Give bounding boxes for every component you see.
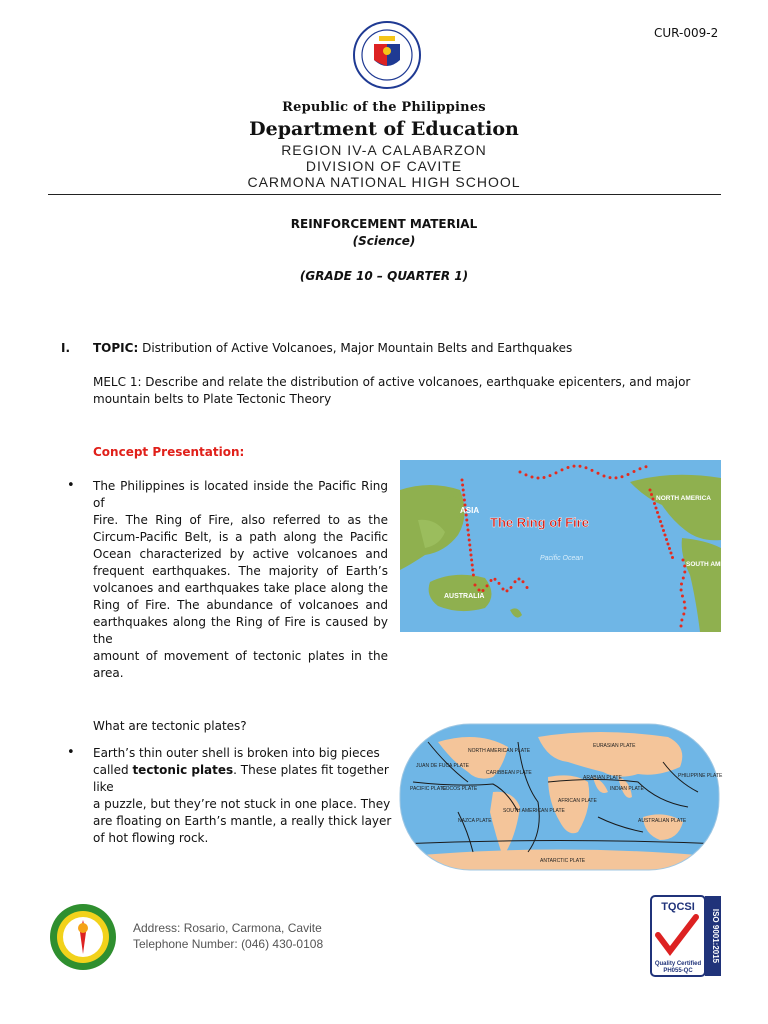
volcano-dot [543,476,546,479]
bullet-1: • [67,478,75,493]
ring-map-title: The Ring of Fire [490,515,589,530]
volcano-dot [537,476,540,479]
section-number: I. [61,341,71,355]
nazca-plate-label: NAZCA PLATE [458,818,492,824]
volcano-dot [658,516,661,519]
volcano-dot [585,466,588,469]
volcano-dot [526,586,529,589]
volcano-dot [519,471,522,474]
tectonic-plates-map [398,722,721,872]
volcano-dot [561,468,564,471]
volcano-dot [494,578,497,581]
school-phone: Telephone Number: (046) 430-0108 [133,937,324,951]
australian-plate-label: AUSTRALIAN PLATE [638,818,687,824]
tectonic-line-4: are floating on Earth’s mantle, a really thick layer [93,814,392,828]
volcano-dot [639,467,642,470]
volcano-dot [555,471,558,474]
volcano-dot [474,584,477,587]
caribbean-plate-label: CARIBBEAN PLATE [486,770,532,776]
volcano-dot [498,582,501,585]
topic-text: Distribution of Active Volcanoes, Major Mountain Belts and Earthquakes [142,341,573,355]
volcano-dot [664,534,667,537]
ring-of-fire-paragraph [93,478,388,682]
north-america-label: NORTH AMERICA [656,495,712,502]
ring-paragraph-line: earthquakes along the Ring of Fire is caused by the [93,615,388,646]
melc-line-2: mountain belts to Plate Tectonic Theory [93,392,332,406]
volcano-dot [462,494,465,497]
ring-of-fire-map [400,460,741,632]
volcano-dot [482,589,485,592]
republic-heading: Republic of the Philippines [282,100,486,115]
volcano-dot [661,525,664,528]
ring-paragraph-line: Ocean characterized by active volcanoes and [93,547,388,561]
bullet-2: • [67,745,75,760]
volcano-dot [471,564,474,567]
volcano-dot [633,470,636,473]
school-seal-logo [48,902,118,972]
tectonic-line-3: a puzzle, but they’re not stuck in one place. They [93,797,391,811]
school-line: CARMONA NATIONAL HIGH SCHOOL [247,174,521,190]
tectonic-question: What are tectonic plates? [93,719,247,733]
volcano-dot [682,613,685,616]
asia-label: ASIA [460,506,480,515]
volcano-dot [665,538,668,541]
volcano-dot [682,559,685,562]
volcano-dot [645,465,648,468]
volcano-dot [478,589,481,592]
tectonic-line-2 [93,762,393,796]
volcano-dot [461,479,464,482]
department-heading: Department of Education [249,118,519,140]
tectonic-term: tectonic plates [132,763,234,777]
arabian-plate-label: ARABIAN PLATE [583,775,622,781]
tectonic-prefix: called [93,763,133,777]
volcano-dot [468,544,471,547]
volcano-dot [467,534,470,537]
volcano-dot [472,574,475,577]
cocos-plate-label: COCOS PLATE [442,786,478,792]
volcano-dot [579,465,582,468]
volcano-dot [680,625,683,628]
division-line: DIVISION OF CAVITE [305,158,463,174]
volcano-dot [467,529,470,532]
volcano-dot [471,569,474,572]
document-code: CUR-009-2 [654,26,719,40]
volcano-dot [671,556,674,559]
cert-brand: TQCSI [661,901,695,913]
volcano-dot [573,465,576,468]
header-divider [48,194,721,195]
region-line: REGION IV-A CALABARZON [281,142,487,158]
material-title: REINFORCEMENT MATERIAL [290,217,478,231]
concept-heading: Concept Presentation: [93,445,245,459]
volcano-dot [469,549,472,552]
volcano-dot [656,511,659,514]
volcano-dot [470,559,473,562]
volcano-dot [567,466,570,469]
grade-quarter: (GRADE 10 – QUARTER 1) [299,269,469,283]
volcano-dot [525,473,528,476]
south-american-plate-label: SOUTH AMERICAN PLATE [503,808,565,814]
ring-paragraph-line: Circum-Pacific Belt, is a path along the Pacific [93,530,388,544]
volcano-dot [649,489,652,492]
volcano-dot [670,552,673,555]
volcano-dot [518,578,521,581]
volcano-dot [621,475,624,478]
melc-line-1: MELC 1: Describe and relate the distribution of active volcanoes, earthquake epicenters, and major [93,375,691,389]
volcano-dot [463,499,466,502]
volcano-dot [652,498,655,501]
volcano-dot [486,584,489,587]
volcano-dot [680,589,683,592]
volcano-dot [627,473,630,476]
school-address: Address: Rosario, Carmona, Cavite [133,921,322,935]
ring-paragraph-line: Fire. The Ring of Fire, also referred to as the [93,513,388,527]
volcano-dot [659,520,662,523]
volcano-dot [591,469,594,472]
iso-label: ISO 9001:2015 [711,908,720,964]
volcano-dot [655,507,658,510]
subject-title: (Science) [352,234,416,248]
volcano-dot [668,547,671,550]
volcano-dot [615,476,618,479]
philippine-plate-label: PHILIPPINE PLATE [678,773,723,779]
ring-paragraph-line: volcanoes and earthquakes take place along the [93,581,388,595]
cert-text: Quality Certified [654,961,702,967]
ring-paragraph-line: Ring of Fire. The abundance of volcanoes and [93,598,388,612]
antarctic-plate-label: ANTARCTIC PLATE [540,858,586,864]
tectonic-paragraph [93,745,393,847]
pacific-plate-label: PACIFIC PLATE [410,786,447,792]
volcano-dot [531,476,534,479]
tectonic-line-5: of hot flowing rock. [93,831,209,845]
volcano-dot [667,543,670,546]
volcano-dot [502,587,505,590]
pacific-ocean-label: Pacific Ocean [540,555,584,562]
volcano-dot [465,519,468,522]
volcano-dot [514,580,517,583]
iso-certification-badge [650,895,722,977]
volcano-dot [470,554,473,557]
volcano-dot [682,577,685,580]
cert-code: PH055-QC [663,968,693,974]
deped-seal-logo [352,20,422,90]
ring-paragraph-line: amount of movement of tectonic plates in the [93,649,388,663]
tectonic-suffix: . These plates fit together like [93,763,389,794]
volcano-dot [683,601,686,604]
volcano-dot [522,580,525,583]
volcano-dot [461,484,464,487]
volcano-dot [609,476,612,479]
african-plate-label: AFRICAN PLATE [558,798,597,804]
ring-paragraph-line: area. [93,666,124,680]
north-american-plate-label: NORTH AMERICAN PLATE [468,748,531,754]
australia-label: AUSTRALIA [444,593,485,600]
south-america-label: SOUTH AMERICA [686,561,741,568]
volcano-dot [603,474,606,477]
topic-line [93,340,572,357]
volcano-dot [549,474,552,477]
volcano-dot [490,579,493,582]
juan-de-fuca-plate-label: JUAN DE FUCA PLATE [416,763,469,769]
tectonic-line-1: Earth’s thin outer shell is broken into big pieces [93,746,380,760]
ring-paragraph-line: The Philippines is located inside the Pacific Ring of [93,479,388,510]
volcano-dot [650,493,653,496]
volcano-dot [681,595,684,598]
volcano-dot [683,571,686,574]
topic-label: TOPIC: [93,341,139,355]
volcano-dot [680,583,683,586]
indian-plate-label: INDIAN PLATE [610,786,644,792]
volcano-dot [683,607,686,610]
volcano-dot [468,539,471,542]
volcano-dot [510,586,513,589]
eurasian-plate-label: EURASIAN PLATE [593,743,636,749]
volcano-dot [662,529,665,532]
volcano-dot [462,489,465,492]
volcano-dot [506,589,509,592]
volcano-dot [653,502,656,505]
volcano-dot [466,524,469,527]
volcano-dot [680,619,683,622]
ring-paragraph-line: frequent earthquakes. The majority of Earth’s [93,564,388,578]
volcano-dot [597,472,600,475]
